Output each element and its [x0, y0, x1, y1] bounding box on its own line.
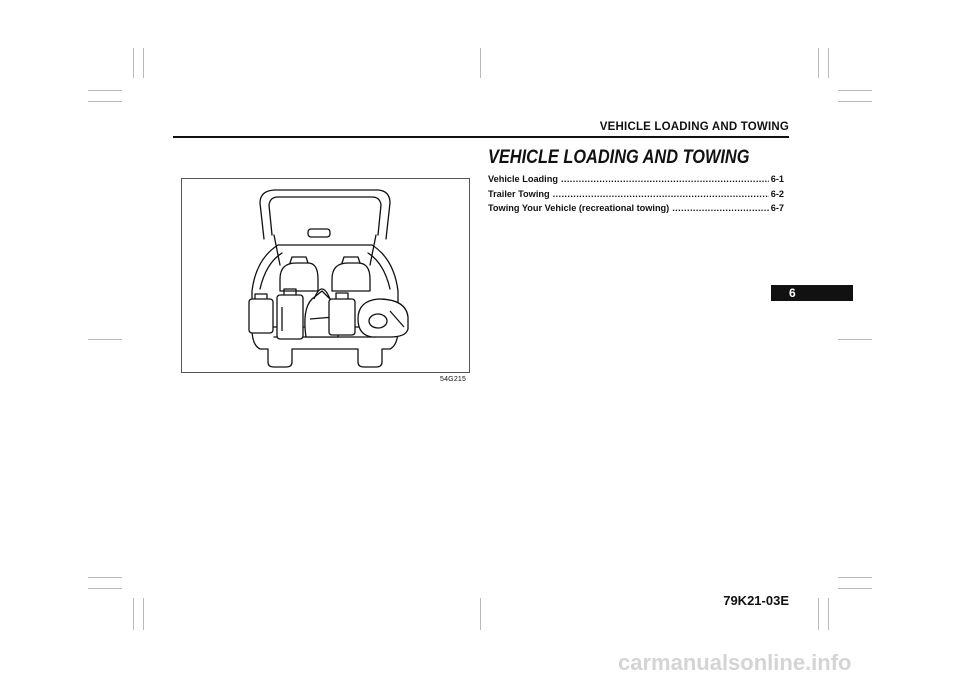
watermark: carmanualsonline.info [618, 650, 852, 675]
toc-entry-label: Vehicle Loading [488, 174, 558, 184]
toc-leader-dots [561, 174, 769, 184]
running-header: VEHICLE LOADING AND TOWING [599, 121, 789, 133]
cargo-illustration [181, 178, 470, 373]
chapter-number: 6 [789, 286, 796, 300]
crop-mark [480, 48, 481, 78]
crop-mark [838, 588, 872, 589]
vehicle-rear-luggage-drawing [182, 179, 471, 374]
crop-mark [838, 339, 872, 340]
crop-mark [828, 598, 829, 630]
crop-mark [818, 48, 819, 78]
document-code: 79K21-03E [723, 593, 789, 608]
crop-mark [133, 598, 134, 630]
toc-entry-label: Trailer Towing [488, 188, 550, 199]
toc-leader-dots [553, 189, 769, 199]
crop-mark [838, 101, 872, 102]
crop-mark [838, 90, 872, 91]
crop-mark [88, 588, 122, 589]
toc-entry-page: 6-2 [770, 188, 784, 199]
crop-mark [828, 48, 829, 78]
crop-mark [480, 598, 481, 630]
crop-mark [133, 48, 134, 78]
crop-mark [88, 90, 122, 91]
chapter-tab [771, 285, 853, 301]
crop-mark [88, 577, 122, 578]
table-of-contents [488, 174, 784, 218]
crop-mark [818, 598, 819, 630]
crop-mark [838, 577, 872, 578]
crop-mark [143, 48, 144, 78]
crop-mark [88, 339, 122, 340]
toc-entry-page: 6-7 [770, 203, 784, 213]
toc-entry[interactable] [488, 189, 784, 204]
toc-leader-dots [672, 203, 768, 213]
toc-entry[interactable] [488, 203, 784, 218]
toc-entry-page: 6-1 [770, 174, 784, 184]
crop-mark [88, 101, 122, 102]
section-title: VEHICLE LOADING AND TOWING [488, 147, 750, 168]
figure-code: 54G215 [440, 376, 467, 383]
header-rule [173, 136, 789, 138]
crop-mark [143, 598, 144, 630]
toc-entry-label: Towing Your Vehicle (recreational towing) [488, 203, 670, 213]
toc-entry[interactable] [488, 174, 784, 189]
